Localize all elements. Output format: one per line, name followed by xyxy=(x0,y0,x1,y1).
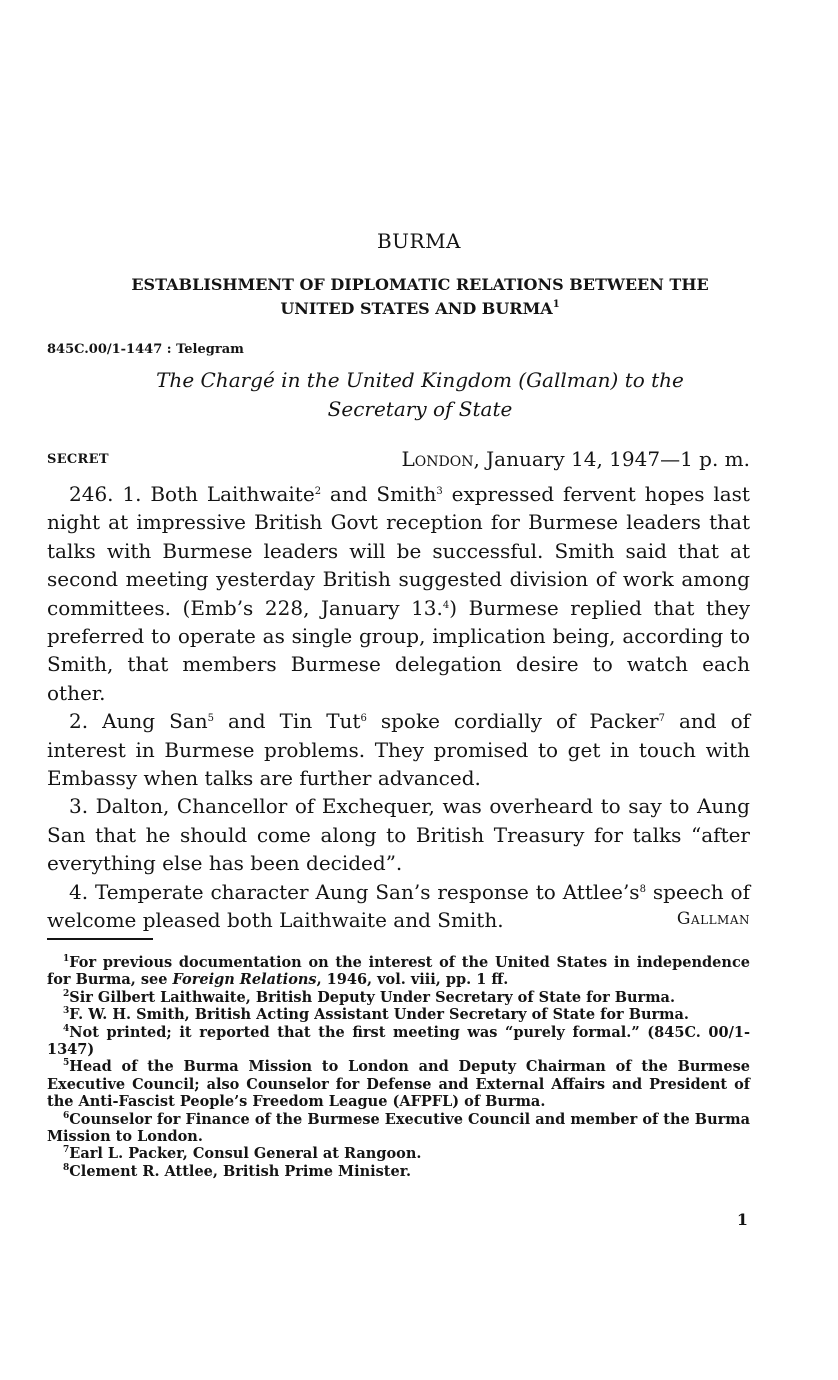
page-number: 1 xyxy=(736,1210,748,1229)
footnote-7 xyxy=(47,1145,750,1162)
document-heading-line1: The Chargé in the United Kingdom (Gallman) to the xyxy=(156,368,684,392)
page-title: BURMA xyxy=(376,229,462,253)
footnote-number: 2 xyxy=(63,988,70,999)
telegram-body xyxy=(47,480,750,935)
dateline xyxy=(401,447,750,471)
text-run: and Tin Tut xyxy=(213,709,361,734)
footnote-text: Head of the Burma Mission to London and Deputy Chairman of the Burmese Executive Council; also Counselor for Defense and External Affairs and President of the Anti-Fascist People’s Freedom League (AFPFL) of Burma. xyxy=(47,1058,750,1111)
footnote-text: Not printed; it reported that the first meeting was “purely formal.” (845C. 00/1-1347) xyxy=(47,1023,750,1059)
document-heading-line2: Secretary of State xyxy=(327,397,513,421)
text-run: 246. 1. Both Laithwaite xyxy=(69,482,315,506)
signature: Gallman xyxy=(676,909,750,929)
text-run: 4. Temperate character Aung San’s response to Attlee’s xyxy=(69,879,640,904)
footnote-4 xyxy=(47,1024,750,1059)
footnote-ref-1: 1 xyxy=(552,299,560,310)
footnote-8 xyxy=(47,1163,750,1180)
text-run: spoke cordially of Packer xyxy=(366,709,659,734)
footnote-text: Counselor for Finance of the Burmese Executive Council and member of the Burma Mission to London. xyxy=(47,1110,750,1146)
footnote-number: 8 xyxy=(63,1162,70,1173)
footnote-number: 6 xyxy=(63,1110,70,1121)
body-paragraph-4 xyxy=(47,878,750,935)
footnote-ref-8: 8 xyxy=(639,883,646,895)
text-run: 2. Aung San xyxy=(69,709,208,734)
footnote-number: 1 xyxy=(63,954,70,964)
footnote-ref-3: 3 xyxy=(436,486,443,497)
body-paragraph-2 xyxy=(47,707,750,792)
footnote-ref-7: 7 xyxy=(658,713,665,725)
section-heading xyxy=(60,273,780,321)
footnote-number: 7 xyxy=(63,1145,70,1156)
text-run: ) Burmese replied that they preferred to operate as single group, implication being, according to Smith, that members Burmese delegation desire to watch each other. xyxy=(47,595,750,705)
footnote-text: For previous documentation on the interest of the United States in independence for Burma, see xyxy=(47,954,750,989)
body-paragraph-1 xyxy=(47,480,750,707)
footnote-text: F. W. H. Smith, British Acting Assistant Under Secretary of State for Burma. xyxy=(69,1006,689,1024)
classification-label: SECRET xyxy=(47,452,109,467)
text-run: expressed fervent hopes last night at impressive British Govt reception for Burmese leaders that talks with Burmese leaders will be successful. Smith said that at second meeting yesterday British suggested division of work among committees. (Emb’s 228, January 13. xyxy=(47,482,750,620)
section-heading-line2: UNITED STATES AND BURMA xyxy=(280,299,553,318)
footnote-text: Clement R. Attlee, British Prime Minister. xyxy=(69,1162,412,1180)
footnote-ref-2: 2 xyxy=(314,486,322,497)
text-run: and Smith xyxy=(321,482,437,506)
footnotes xyxy=(47,954,750,1180)
document-heading xyxy=(80,366,760,424)
footnote-ref-4: 4 xyxy=(442,599,450,611)
footnote-1 xyxy=(47,954,750,989)
footnote-number: 5 xyxy=(63,1058,70,1069)
section-heading-line1: ESTABLISHMENT OF DIPLOMATIC RELATIONS BETWEEN THE xyxy=(131,275,709,294)
footnote-number: 3 xyxy=(63,1006,70,1017)
body-paragraph-3: 3. Dalton, Chancellor of Exchequer, was overheard to say to Aung San that he should come along to British Treasury for talks “after everything else has been decided”. xyxy=(47,794,750,876)
text-run: speech of welcome pleased both Laithwaite and Smith. xyxy=(47,879,750,933)
dateline-place: London xyxy=(401,447,474,471)
footnote-text: Sir Gilbert Laithwaite, British Deputy Under Secretary of State for Burma. xyxy=(69,988,675,1006)
footnote-ref-5: 5 xyxy=(207,713,214,725)
footnote-text: , 1946, vol. viii, pp. 1 ff. xyxy=(316,971,509,989)
footnote-6 xyxy=(47,1111,750,1146)
footnote-5 xyxy=(47,1058,750,1110)
footnote-ref-6: 6 xyxy=(360,713,367,725)
footnote-number: 4 xyxy=(63,1023,70,1034)
dateline-date: , January 14, 1947—1 p. m. xyxy=(473,447,750,471)
footnote-2 xyxy=(47,989,750,1006)
footnote-3 xyxy=(47,1006,750,1023)
footnote-citation: Foreign Relations xyxy=(172,971,317,989)
footnote-divider xyxy=(47,938,153,940)
footnote-text: Earl L. Packer, Consul General at Rangoon. xyxy=(69,1145,422,1163)
text-run: and of interest in Burmese problems. They promised to get in touch with Embassy when talks are further advanced. xyxy=(47,709,751,791)
file-number: 845C.00/1-1447 : Telegram xyxy=(47,342,244,357)
